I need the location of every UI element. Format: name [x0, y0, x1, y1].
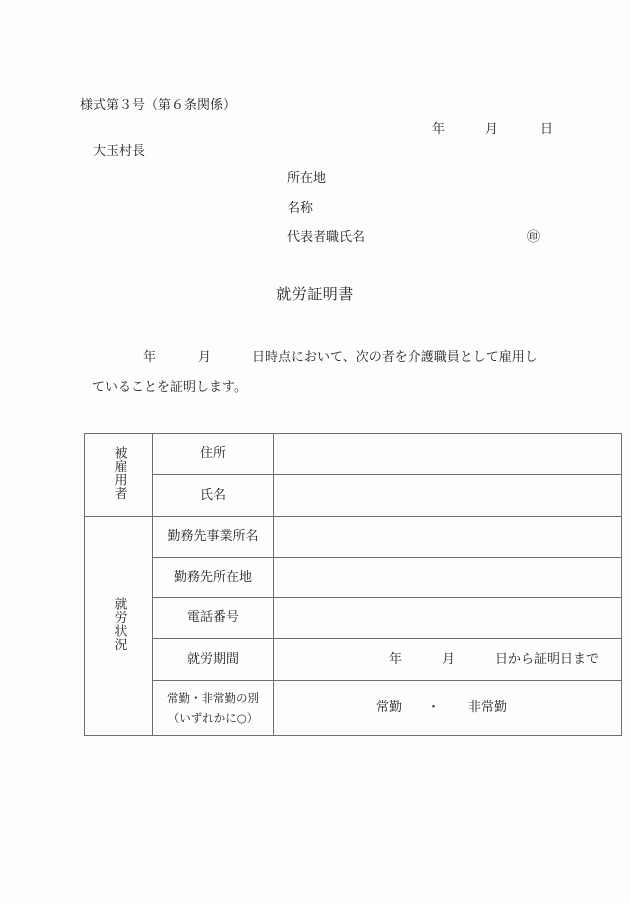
- workplace-address-value-cell: [274, 558, 622, 598]
- phone-value-cell: [274, 598, 622, 639]
- issuer-representative-label: 代表者職氏名: [287, 230, 366, 245]
- table-row: [85, 558, 622, 598]
- option-separator: ・: [427, 700, 441, 715]
- row-label-employment-period: 就労期間: [153, 639, 274, 681]
- form-number: 様式第３号（第６条関係）: [80, 98, 237, 113]
- table-row: [85, 517, 622, 558]
- seal-icon: ㊞: [527, 230, 541, 245]
- issuer-address-label: 所在地: [287, 171, 327, 186]
- row-label-address: 住所: [153, 434, 274, 475]
- row-label-workplace-address: 勤務先所在地: [153, 558, 274, 598]
- period-rest-label: 日から証明日まで: [495, 651, 600, 667]
- date-month-label: 月: [485, 122, 499, 137]
- row-label-work-type: [153, 681, 274, 736]
- body-line2: ていることを証明します。: [92, 380, 247, 395]
- section-label-employee: 被雇用者: [111, 446, 127, 500]
- table-row: [85, 598, 622, 639]
- table-row: [85, 475, 622, 517]
- period-year-label: 年: [389, 651, 403, 667]
- date-day-label: 日: [540, 122, 554, 137]
- period-month-label: 月: [442, 651, 456, 667]
- body-month-label: 月: [198, 350, 212, 365]
- employment-period-value-cell: [274, 639, 622, 681]
- option-part-time: 非常勤: [468, 700, 508, 715]
- table-row: [85, 434, 622, 475]
- date-year-label: 年: [432, 122, 446, 137]
- section-label-employment-status: 就労状況: [111, 597, 127, 651]
- table-row: [85, 639, 622, 681]
- work-type-label: 常勤・非常勤の別: [167, 691, 259, 705]
- row-label-workplace-name: 勤務先事業所名: [153, 517, 274, 558]
- certificate-table: [84, 433, 622, 736]
- body-year-label: 年: [143, 350, 157, 365]
- row-label-phone: 電話番号: [153, 598, 274, 639]
- name-value-cell: [274, 475, 622, 517]
- section-label-cell: [85, 434, 153, 517]
- document-title: 就労証明書: [276, 285, 354, 303]
- row-label-name: 氏名: [153, 475, 274, 517]
- issuer-name-label: 名称: [287, 201, 314, 216]
- workplace-name-value-cell: [274, 517, 622, 558]
- addressee: 大玉村長: [93, 144, 146, 159]
- option-full-time: 常勤: [376, 700, 403, 715]
- work-type-value-cell: [274, 681, 622, 736]
- work-type-instruction: （いずれかに○）: [167, 711, 259, 725]
- address-value-cell: [274, 434, 622, 475]
- section-label-cell: [85, 517, 153, 736]
- table-row: [85, 681, 622, 736]
- body-line1: 日時点において、次の者を介護職員として雇用し: [252, 350, 538, 365]
